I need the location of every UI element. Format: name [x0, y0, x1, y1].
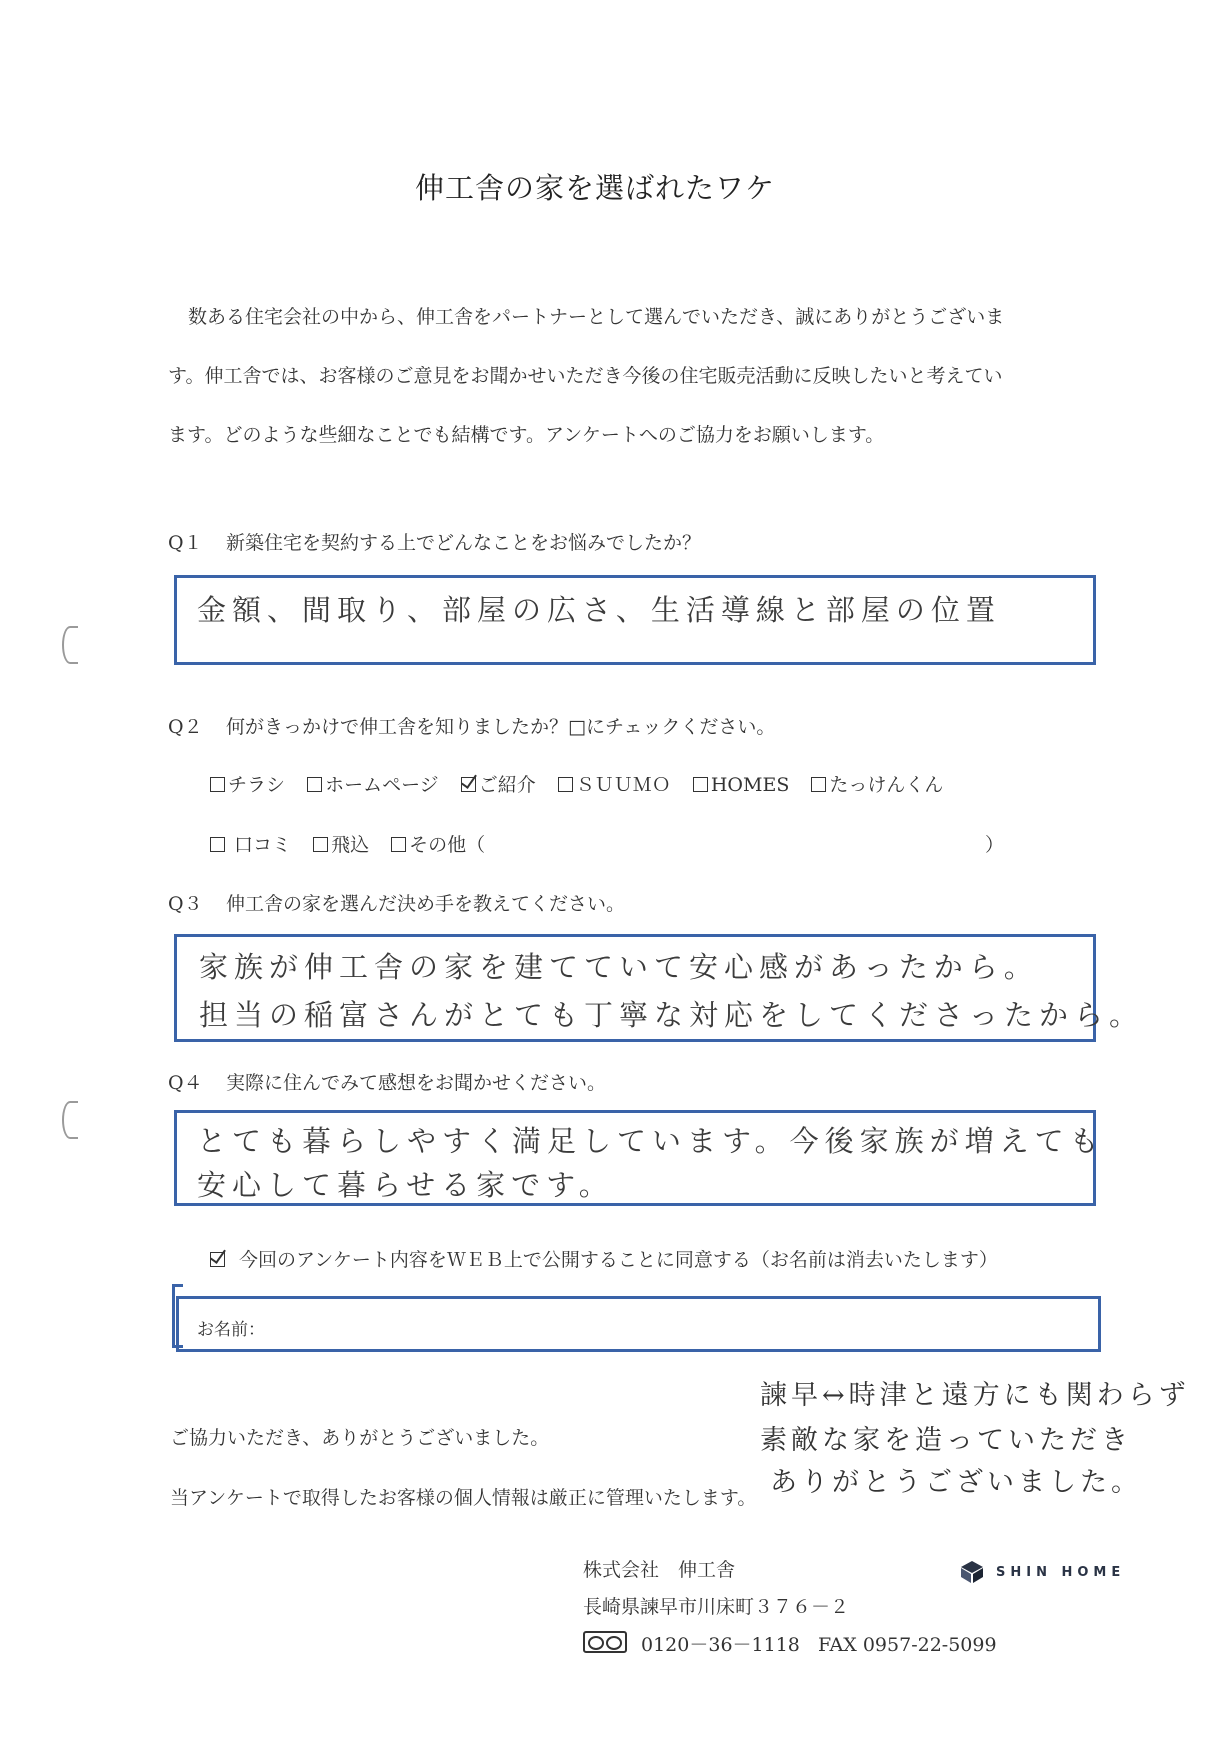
- checkbox[interactable]: [307, 777, 322, 792]
- checkbox-checked[interactable]: [461, 777, 476, 792]
- other-close-paren: ）: [985, 834, 1005, 856]
- q4-answer-line: とても暮らしやすく満足しています。今後家族が増えても: [197, 1124, 1105, 1158]
- handwritten-note-line: 諫早↔時津と遠方にも関わらず: [760, 1380, 1190, 1411]
- option-takkenkun[interactable]: [811, 770, 943, 797]
- q4-number: Q４: [168, 1072, 203, 1094]
- option-other[interactable]: [391, 830, 485, 857]
- q4-answer-line: 安心して暮らせる家です。: [197, 1168, 614, 1202]
- q2-label: [168, 712, 775, 739]
- option-label: ホームページ: [325, 774, 439, 796]
- intro-line: 数ある住宅会社の中から、伸工舎をパートナーとして選んでいただき、誠にありがとうございま: [188, 306, 1005, 328]
- checkbox[interactable]: [811, 777, 826, 792]
- company-phone: 0120－36－1118: [641, 1634, 800, 1656]
- q3-answer-box[interactable]: [174, 934, 1145, 1042]
- consent-text: 今回のアンケート内容をＷＥＢ上で公開することに同意する（お名前は消去いたします）: [239, 1249, 998, 1271]
- intro-paragraph: [168, 288, 1068, 465]
- intro-line: す。伸工舎では、お客様のご意見をお聞かせいただき今後の住宅販売活動に反映したいと考えてい: [168, 365, 1003, 387]
- checkbox[interactable]: [313, 837, 328, 852]
- option-label: ご紹介: [478, 774, 536, 796]
- option-label: ＳＵＵＭＯ: [575, 774, 671, 796]
- q2-options-row2: [210, 830, 1010, 857]
- option-flyer[interactable]: [210, 770, 285, 797]
- q2-number: Q２: [168, 716, 203, 738]
- checkbox[interactable]: [210, 777, 225, 792]
- q1-number: Q１: [168, 532, 203, 554]
- option-homes[interactable]: [693, 774, 790, 796]
- handwritten-note-line: ありがとうございました。: [770, 1467, 1142, 1498]
- checkbox[interactable]: [391, 837, 406, 852]
- company-contact: [583, 1630, 997, 1657]
- q3-text: 伸工舎の家を選んだ決め手を教えてください。: [226, 893, 626, 915]
- option-label: その他（: [409, 834, 486, 856]
- consent-checkbox[interactable]: [210, 1252, 225, 1267]
- q3-answer-line: 家族が伸工舎の家を建てていて安心感があったから。: [199, 950, 1039, 984]
- option-label: 飛込: [331, 834, 370, 856]
- option-label: たっけんくん: [829, 774, 944, 796]
- q2-options-row1: [210, 770, 959, 797]
- checkbox[interactable]: [693, 777, 708, 792]
- q3-label: [168, 889, 625, 916]
- company-name: 株式会社 伸工舎: [583, 1559, 736, 1581]
- margin-mark: [62, 626, 78, 664]
- handwritten-note-line: 素敵な家を造っていただき: [760, 1425, 1132, 1456]
- logo-text: SHIN HOME: [996, 1564, 1126, 1580]
- option-suumo[interactable]: [558, 770, 671, 797]
- company-fax: FAX 0957-22-5099: [818, 1634, 997, 1656]
- q1-answer-box[interactable]: [174, 575, 1096, 665]
- company-address: 長崎県諫早市川床町３７６－２: [583, 1596, 850, 1618]
- q4-answer-box[interactable]: [174, 1110, 1105, 1206]
- checkbox[interactable]: [558, 777, 573, 792]
- privacy-text: 当アンケートで取得したお客様の個人情報は厳正に管理いたします。: [170, 1487, 757, 1509]
- page-title: 伸工舎の家を選ばれたワケ: [414, 171, 775, 205]
- option-word-of-mouth[interactable]: [210, 830, 291, 857]
- option-label: 口コミ: [234, 834, 292, 856]
- option-label: HOMES: [710, 774, 790, 796]
- q3-answer-line: 担当の稲富さんがとても丁寧な対応をしてくださったから。: [199, 998, 1145, 1032]
- option-homepage[interactable]: [307, 770, 439, 797]
- q4-label: [168, 1068, 606, 1095]
- margin-mark: [62, 1101, 78, 1139]
- q1-label: [168, 528, 701, 555]
- option-referral[interactable]: [461, 770, 536, 797]
- q3-number: Q３: [168, 893, 203, 915]
- name-label: お名前：: [197, 1320, 265, 1340]
- name-field[interactable]: [176, 1296, 1101, 1352]
- q4-text: 実際に住んでみて感想をお聞かせください。: [226, 1072, 607, 1094]
- intro-line: ます。どのような些細なことでも結構です。アンケートへのご協力をお願いします。: [168, 424, 885, 446]
- free-dial-icon: [583, 1631, 627, 1653]
- checkbox[interactable]: [210, 837, 225, 852]
- option-walk-in[interactable]: [313, 830, 369, 857]
- option-label: チラシ: [228, 774, 286, 796]
- cube-logo-icon: [960, 1560, 984, 1584]
- consent-row[interactable]: [210, 1245, 998, 1272]
- thanks-text: ご協力いただき、ありがとうございました。: [170, 1427, 550, 1449]
- q1-answer: 金額、間取り、部屋の広さ、生活導線と部屋の位置: [197, 593, 1001, 627]
- q1-text: 新築住宅を契約する上でどんなことをお悩みでしたか？: [226, 532, 702, 554]
- q2-text: 何がきっかけで伸工舎を知りましたか？□にチェックください。: [226, 716, 776, 738]
- shin-home-logo: [960, 1560, 1125, 1584]
